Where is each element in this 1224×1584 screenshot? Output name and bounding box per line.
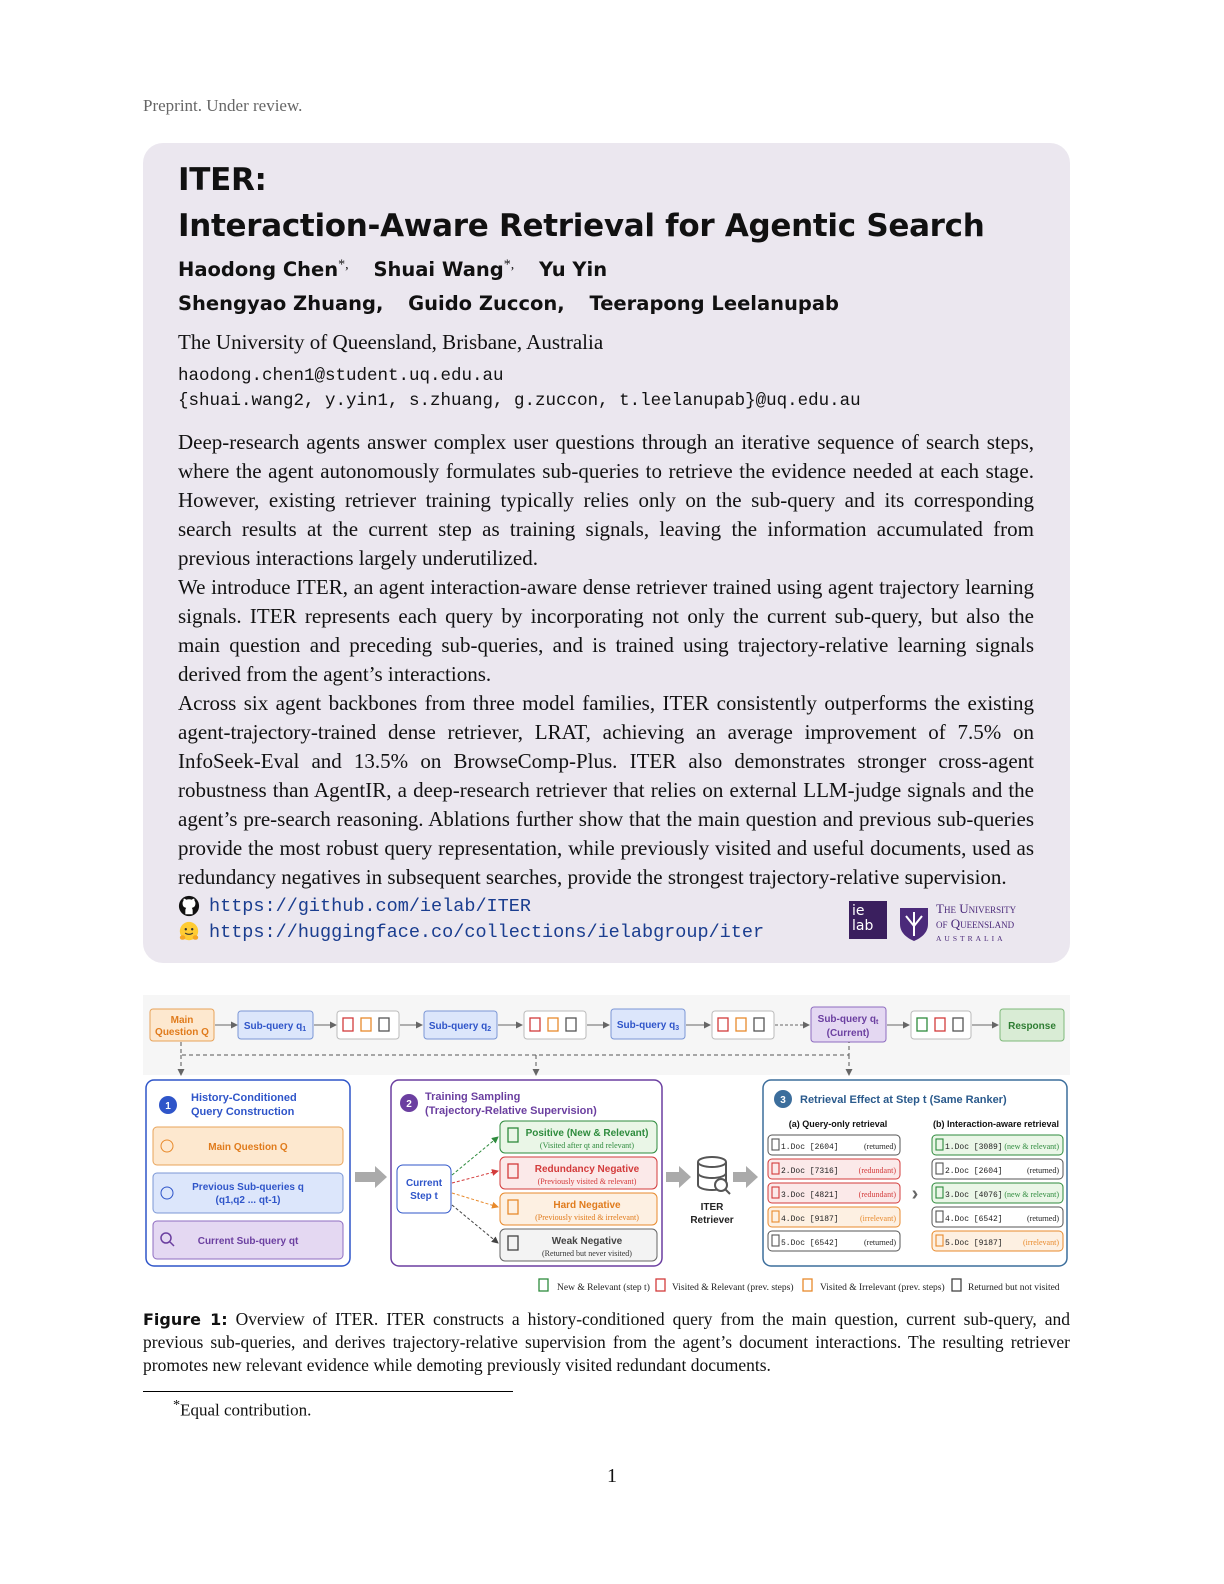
svg-text:Positive (New & Relevant): Positive (New & Relevant): [525, 1128, 649, 1139]
author: Shuai Wang*,: [373, 257, 515, 281]
abstract-box: [143, 143, 1070, 963]
svg-text:ITER: ITER: [700, 1202, 724, 1213]
doc-status: (redundant): [858, 1166, 896, 1175]
svg-text:Step t: Step t: [410, 1191, 438, 1202]
abstract-paragraph: Across six agent backbones from three model families, ITER consistently outperforms the existing agent-trajectory-trained dense retriever, LRAT, achieving an average improvement of 7.5% on InfoSeek-Eval and 13.5% on BrowseComp-Plus. ITER also demonstrates stronger cross-agent robustness than AgentIR, a deep-research retriever that relies on external LLM-judge signals and the agent’s pre-search reasoning. Ablations further show that the main question and previous sub-queries provide the most robust query representation, while previously visited and useful documents, used as redundancy negatives in subsequent searches, provide the strongest trajectory-relative supervision.: [178, 691, 1034, 889]
svg-text:Visited & Irrelevant (prev. st: Visited & Irrelevant (prev. steps): [820, 1283, 945, 1293]
svg-text:Returned but not visited: Returned but not visited: [968, 1283, 1060, 1293]
svg-text:3: 3: [780, 1095, 786, 1106]
doc-id: 1.Doc [2604]: [781, 1143, 839, 1152]
doc-status: (returned): [864, 1238, 896, 1247]
result-row-interaction-aware: [932, 1135, 1063, 1155]
svg-text:(Trajectory-Relative Supervisi: (Trajectory-Relative Supervision): [425, 1105, 597, 1117]
doc-status: (new & relevant): [1004, 1190, 1059, 1199]
svg-text:Main: Main: [170, 1015, 194, 1026]
svg-text:2: 2: [406, 1099, 412, 1110]
result-row-query-only: [768, 1135, 900, 1155]
footnote-rule: [143, 1391, 513, 1392]
github-link[interactable]: [178, 895, 531, 917]
subquery-q1-node: [238, 1011, 313, 1039]
result-row-interaction-aware: [932, 1231, 1063, 1251]
svg-text:Sub-query qt: Sub-query $q_t$: [817, 1014, 879, 1026]
doc-group-current: [911, 1011, 971, 1039]
svg-text:›: ›: [911, 1183, 919, 1205]
svg-text:Query Construction: Query Construction: [191, 1106, 295, 1118]
abstract-text: [178, 428, 1034, 892]
author: Teerapong Leelanupab: [589, 292, 839, 315]
abstract-paragraph: We introduce ITER, an agent interaction-aware dense retriever trained using agent trajectory learning signals. ITER represents each query by incorporating not only the current sub-query, but also the main question and preceding sub-queries, and is trained using trajectory-relative learning signals derived from the agent’s interactions.: [178, 575, 1034, 686]
result-row-query-only: [768, 1183, 900, 1203]
abstract-paragraph: Deep-research agents answer complex user questions through an iterative sequence of search steps, where the agent autonomously formulates sub-queries to retrieve the evidence needed at each stage. However, existing retriever training typically relies only on the sub-query and its corresponding search results at the current step as training signals, leaving the information accumulated from previous interactions largely underutilized.: [178, 430, 1034, 570]
huggingface-url[interactable]: https://huggingface.co/collections/ielabgroup/iter: [209, 921, 765, 943]
panel-retrieval-effect: [763, 1080, 1067, 1266]
running-header: Preprint. Under review.: [143, 96, 303, 115]
result-row-query-only: [768, 1207, 900, 1227]
main-question-node: [150, 1009, 214, 1041]
doc-status: (returned): [1027, 1214, 1059, 1223]
svg-text:Training Sampling: Training Sampling: [425, 1091, 521, 1103]
doc-status: (irrelevant): [860, 1214, 896, 1223]
github-url[interactable]: https://github.com/ielab/ITER: [209, 895, 531, 917]
github-icon: [178, 895, 200, 917]
author-row-1: [178, 257, 625, 281]
doc-id: 3.Doc [4821]: [781, 1191, 839, 1200]
svg-text:Visited & Relevant (prev. step: Visited & Relevant (prev. steps): [672, 1283, 794, 1293]
doc-id: 4.Doc [6542]: [945, 1215, 1003, 1224]
doc-status: (redundant): [858, 1190, 896, 1199]
doc-status: (irrelevant): [1023, 1238, 1059, 1247]
svg-text:Retriever: Retriever: [690, 1215, 734, 1226]
svg-text:Sub-query q1: Sub-query $q_1$: [243, 1021, 307, 1033]
svg-text:(Returned but never visited): (Returned but never visited): [542, 1249, 632, 1258]
svg-text:Current: Current: [405, 1178, 443, 1189]
doc-id: 3.Doc [4076]: [945, 1191, 1003, 1200]
subquery-qt-node: [811, 1007, 886, 1042]
result-row-interaction-aware: [932, 1183, 1063, 1203]
svg-text:Redundancy Negative: Redundancy Negative: [534, 1164, 640, 1175]
svg-text:(b) Interaction-aware retrieva: (b) Interaction-aware retrieval: [932, 1119, 1060, 1129]
doc-id: 5.Doc [6542]: [781, 1239, 839, 1248]
uq-crest-icon: [898, 906, 930, 942]
overview-figure: [143, 995, 1070, 1295]
svg-text:(Previously visited & irreleva: (Previously visited & irrelevant): [535, 1213, 639, 1222]
panel-training-sampling: [391, 1080, 662, 1266]
svg-text:Question Q: Question Q: [155, 1027, 209, 1038]
email-line-2: {shuai.wang2, y.yin1, s.zhuang, g.zuccon, t.leelanupab}@uq.edu.au: [178, 391, 861, 411]
footnote: *Equal contribution.: [173, 1397, 312, 1420]
affiliation: The University of Queensland, Brisbane, Australia: [178, 330, 604, 354]
subquery-q3-node: [611, 1009, 685, 1039]
author: Haodong Chen*,: [178, 257, 349, 281]
svg-text:Hard Negative: Hard Negative: [553, 1200, 621, 1211]
author: Shengyao Zhuang,: [178, 292, 384, 315]
result-row-query-only: [768, 1159, 900, 1179]
doc-status: (new & relevant): [1004, 1142, 1059, 1151]
doc-group-2: [524, 1011, 586, 1039]
svg-text:Sub-query q3: Sub-query $q_3$: [616, 1020, 680, 1032]
author: Yu Yin: [539, 257, 608, 281]
result-row-query-only: [768, 1231, 900, 1251]
ielab-logo: ie lab: [849, 901, 887, 939]
svg-text:Retrieval Effect at Step t (S: Retrieval Effect at Step t (Same Ranker): [800, 1094, 1007, 1106]
svg-text:Weak Negative: Weak Negative: [551, 1236, 623, 1247]
svg-text:(a) Query-only retrieval: (a) Query-only retrieval: [788, 1119, 888, 1129]
svg-text:1: 1: [165, 1101, 171, 1112]
doc-id: 5.Doc [9187]: [945, 1239, 1003, 1248]
response-node: [1000, 1009, 1064, 1041]
doc-id: 4.Doc [9187]: [781, 1215, 839, 1224]
doc-id: 2.Doc [2604]: [945, 1167, 1003, 1176]
caption-text: Overview of ITER. ITER constructs a history-conditioned query from the main question, current sub-query, and previous sub-queries, and derives trajectory-relative supervision from the agent’s document interactions. The resulting retriever promotes new relevant evidence while demoting previously visited redundant documents.: [143, 1309, 1071, 1375]
svg-text:(Visited after qt and relevant: (Visited after qt and relevant): [539, 1141, 635, 1150]
email-line-1: haodong.chen1@student.uq.edu.au: [178, 366, 504, 386]
figure-caption: [143, 1308, 1070, 1377]
svg-text:(Previously visited & relevant: (Previously visited & relevant): [537, 1177, 637, 1186]
page-number: 1: [607, 1465, 617, 1487]
svg-text:Response: Response: [1008, 1021, 1056, 1032]
huggingface-link[interactable]: [178, 921, 764, 943]
svg-text:Current Sub-query qt: Current Sub-query qt: [197, 1236, 299, 1247]
subquery-q2-node: [424, 1011, 497, 1039]
svg-text:History-Conditioned: History-Conditioned: [191, 1092, 297, 1104]
svg-text:New & Relevant (step t): New & Relevant (step t): [557, 1283, 650, 1293]
svg-text:Sub-query q2: Sub-query $q_2$: [428, 1021, 492, 1033]
panel-query-construction: [146, 1080, 350, 1266]
svg-text:Previous Sub-queries q: Previous Sub-queries q: [192, 1182, 304, 1193]
author-row-2: [178, 292, 857, 315]
svg-text:(q1,q2 ... qt-1): (q1,q2 ... qt-1): [215, 1195, 281, 1206]
doc-status: (returned): [1027, 1166, 1059, 1175]
title-line-1: ITER:: [178, 162, 267, 198]
paper-title: [178, 157, 985, 249]
author: Guido Zuccon,: [408, 292, 565, 315]
doc-id: 2.Doc [7316]: [781, 1167, 839, 1176]
doc-group-3: [712, 1011, 774, 1039]
title-line-2: Interaction-Aware Retrieval for Agentic Search: [178, 208, 985, 244]
svg-text:(Current): (Current): [826, 1028, 870, 1039]
doc-id: 1.Doc [3089]: [945, 1143, 1003, 1152]
svg-text:Main Question Q: Main Question Q: [208, 1142, 288, 1153]
doc-status: (returned): [864, 1142, 896, 1151]
result-row-interaction-aware: [932, 1207, 1063, 1227]
hugging-face-icon: [178, 921, 200, 943]
uq-logo: The University of Queensland AUSTRALIA: [898, 901, 1016, 946]
doc-group-1: [337, 1011, 399, 1039]
caption-label: Figure 1:: [143, 1310, 228, 1329]
result-row-interaction-aware: [932, 1159, 1063, 1179]
